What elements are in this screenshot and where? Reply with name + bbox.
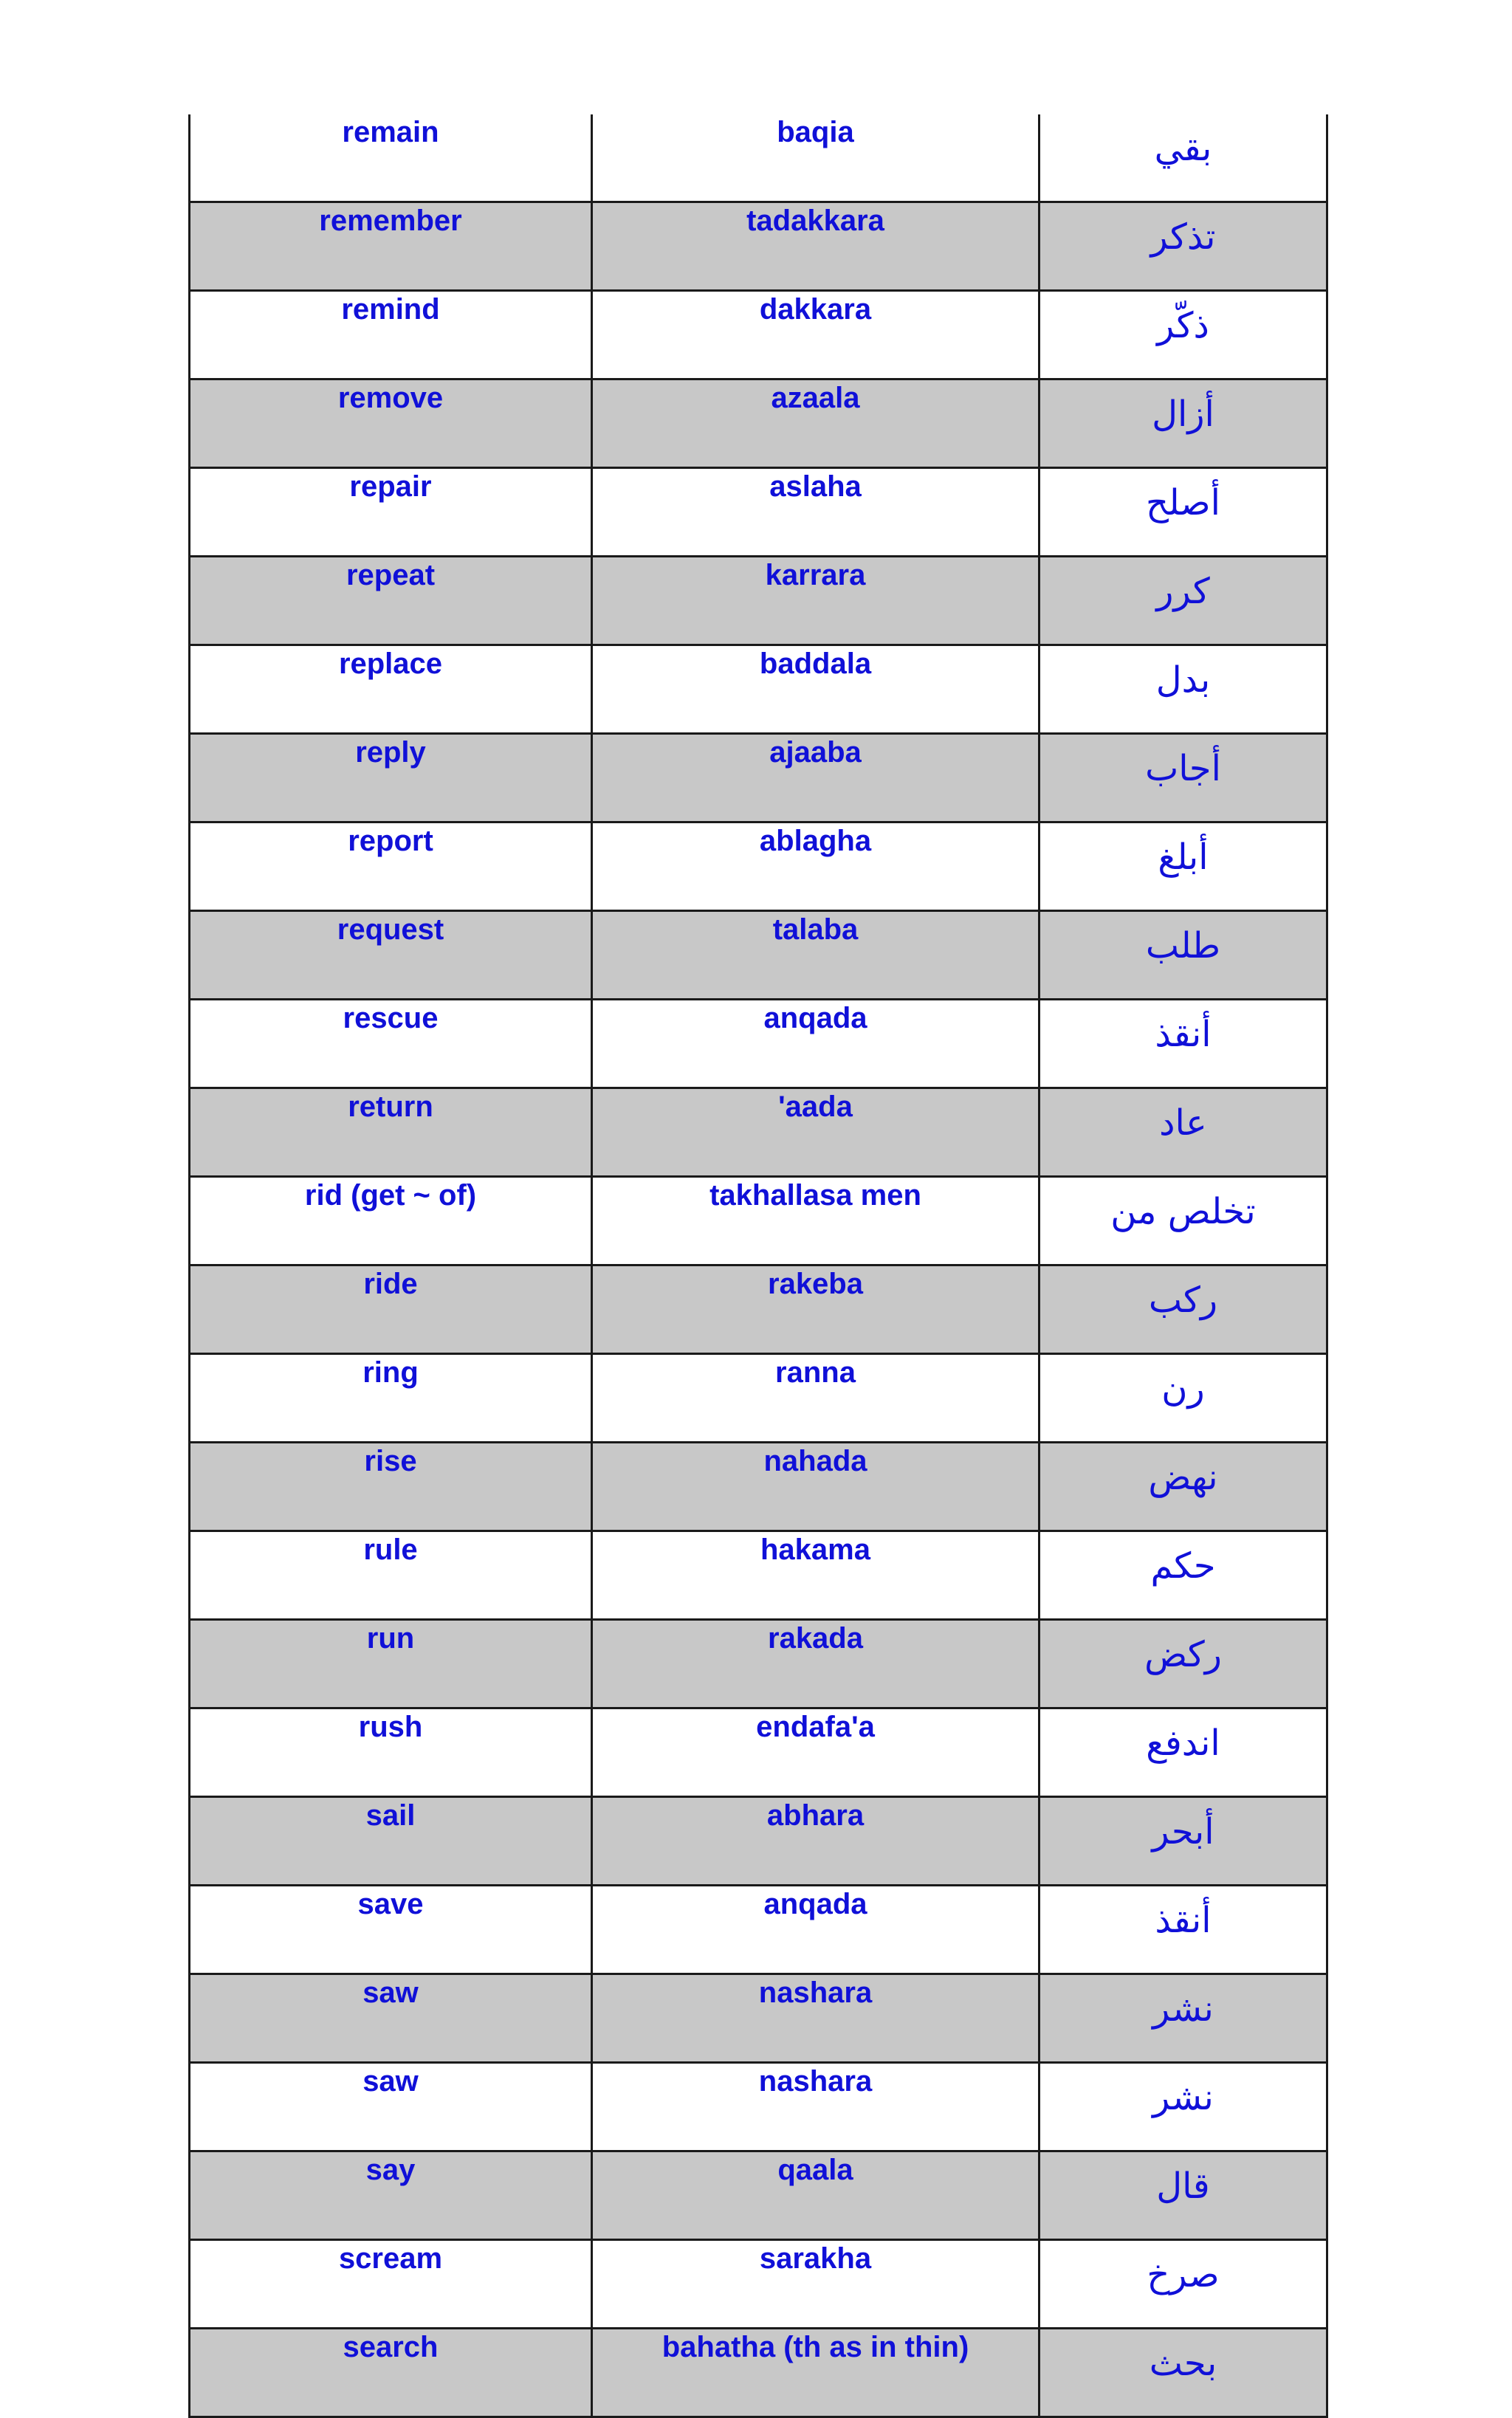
table-row (190, 1886, 1327, 1974)
table-row (190, 379, 1327, 468)
transliteration-cell: nashara (592, 1974, 1040, 2063)
table-row (190, 1000, 1327, 1088)
transliteration-cell: tadakkara (592, 202, 1040, 291)
english-word-cell: repair (190, 468, 592, 557)
arabic-word-cell: طلب (1040, 911, 1327, 1000)
english-word-cell: rule (190, 1531, 592, 1620)
transliteration-cell: nahada (592, 1443, 1040, 1531)
transliteration-cell: aslaha (592, 468, 1040, 557)
transliteration-cell: bahatha (th as in thin) (592, 2329, 1040, 2417)
table-row (190, 291, 1327, 379)
english-word-cell: ring (190, 1354, 592, 1443)
english-word-cell: replace (190, 645, 592, 734)
arabic-word-cell: أنقذ (1040, 1886, 1327, 1974)
transliteration-cell: ajaaba (592, 734, 1040, 822)
arabic-word-cell: حكم (1040, 1531, 1327, 1620)
arabic-word-cell: نشر (1040, 2063, 1327, 2151)
english-word-cell: remind (190, 291, 592, 379)
table-row (190, 202, 1327, 291)
transliteration-cell: nashara (592, 2063, 1040, 2151)
table-row (190, 2329, 1327, 2417)
english-word-cell: saw (190, 2063, 592, 2151)
arabic-word-cell: ذكّر (1040, 291, 1327, 379)
english-word-cell: rise (190, 1443, 592, 1531)
english-word-cell: saw (190, 1974, 592, 2063)
transliteration-cell: rakada (592, 1620, 1040, 1708)
arabic-word-cell: ركب (1040, 1265, 1327, 1354)
transliteration-cell: azaala (592, 379, 1040, 468)
arabic-word-cell: نشر (1040, 1974, 1327, 2063)
english-word-cell: remain (190, 114, 592, 202)
english-word-cell: rescue (190, 1000, 592, 1088)
table-row (190, 1177, 1327, 1265)
table-row (190, 1708, 1327, 1797)
table-row (190, 2240, 1327, 2329)
arabic-word-cell: رن (1040, 1354, 1327, 1443)
table-row (190, 557, 1327, 645)
english-word-cell: rush (190, 1708, 592, 1797)
arabic-word-cell: اندفع (1040, 1708, 1327, 1797)
transliteration-cell: baqia (592, 114, 1040, 202)
transliteration-cell: ablagha (592, 822, 1040, 911)
arabic-word-cell: تخلص من (1040, 1177, 1327, 1265)
english-word-cell: scream (190, 2240, 592, 2329)
english-word-cell: say (190, 2151, 592, 2240)
vocabulary-table-body (190, 114, 1327, 2417)
transliteration-cell: endafa'a (592, 1708, 1040, 1797)
transliteration-cell: abhara (592, 1797, 1040, 1886)
arabic-word-cell: بقي (1040, 114, 1327, 202)
arabic-word-cell: أصلح (1040, 468, 1327, 557)
transliteration-cell: takhallasa men (592, 1177, 1040, 1265)
table-row (190, 1797, 1327, 1886)
arabic-word-cell: بحث (1040, 2329, 1327, 2417)
transliteration-cell: 'aada (592, 1088, 1040, 1177)
table-row (190, 114, 1327, 202)
transliteration-cell: hakama (592, 1531, 1040, 1620)
english-word-cell: reply (190, 734, 592, 822)
table-row (190, 911, 1327, 1000)
english-word-cell: save (190, 1886, 592, 1974)
table-row (190, 1974, 1327, 2063)
arabic-word-cell: تذكر (1040, 202, 1327, 291)
english-word-cell: report (190, 822, 592, 911)
transliteration-cell: karrara (592, 557, 1040, 645)
transliteration-cell: dakkara (592, 291, 1040, 379)
arabic-word-cell: أبلغ (1040, 822, 1327, 911)
arabic-word-cell: أزال (1040, 379, 1327, 468)
arabic-word-cell: أجاب (1040, 734, 1327, 822)
arabic-word-cell: بدل (1040, 645, 1327, 734)
transliteration-cell: anqada (592, 1000, 1040, 1088)
transliteration-cell: talaba (592, 911, 1040, 1000)
english-word-cell: remove (190, 379, 592, 468)
table-row (190, 2151, 1327, 2240)
english-word-cell: return (190, 1088, 592, 1177)
transliteration-cell: sarakha (592, 2240, 1040, 2329)
english-word-cell: request (190, 911, 592, 1000)
table-row (190, 2063, 1327, 2151)
arabic-word-cell: قال (1040, 2151, 1327, 2240)
table-row (190, 1088, 1327, 1177)
arabic-word-cell: أنقذ (1040, 1000, 1327, 1088)
table-row (190, 468, 1327, 557)
english-word-cell: run (190, 1620, 592, 1708)
arabic-word-cell: عاد (1040, 1088, 1327, 1177)
table-row (190, 1443, 1327, 1531)
table-row (190, 1620, 1327, 1708)
arabic-word-cell: صرخ (1040, 2240, 1327, 2329)
english-word-cell: rid (get ~ of) (190, 1177, 592, 1265)
table-row (190, 645, 1327, 734)
arabic-word-cell: كرر (1040, 557, 1327, 645)
table-row (190, 822, 1327, 911)
english-word-cell: search (190, 2329, 592, 2417)
transliteration-cell: ranna (592, 1354, 1040, 1443)
english-word-cell: sail (190, 1797, 592, 1886)
arabic-word-cell: أبحر (1040, 1797, 1327, 1886)
english-word-cell: ride (190, 1265, 592, 1354)
arabic-word-cell: ركض (1040, 1620, 1327, 1708)
english-word-cell: remember (190, 202, 592, 291)
english-word-cell: repeat (190, 557, 592, 645)
arabic-word-cell: نهض (1040, 1443, 1327, 1531)
transliteration-cell: anqada (592, 1886, 1040, 1974)
table-row (190, 1354, 1327, 1443)
table-row (190, 1531, 1327, 1620)
transliteration-cell: baddala (592, 645, 1040, 734)
vocabulary-table (188, 114, 1328, 2418)
transliteration-cell: rakeba (592, 1265, 1040, 1354)
table-row (190, 734, 1327, 822)
transliteration-cell: qaala (592, 2151, 1040, 2240)
table-row (190, 1265, 1327, 1354)
